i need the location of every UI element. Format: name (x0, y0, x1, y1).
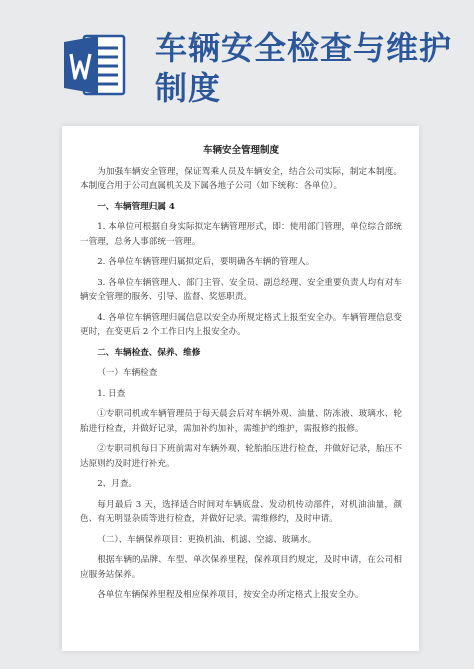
document-page (62, 126, 419, 651)
banner-title: 车辆安全检查与维护制度 (155, 29, 453, 107)
document-body (80, 144, 402, 609)
paragraph: 4. 各单位车辆管理归属信息以安全办所规定格式上报至安全办。车辆管理信息变更时，在变更后 2 个工作日内上报安全办。 (80, 312, 402, 337)
section-heading: 一、车辆管理归属 4 (97, 201, 175, 212)
paragraph: 各单位车辆保养里程及相应保养项目，按安全办所定格式上报安全办。 (97, 590, 364, 600)
subsection-heading: 2、月查。 (97, 479, 138, 489)
paragraph: 1. 本单位可根据自身实际拟定车辆管理形式，即：使用部门管理，单位综合部统一管理，总务人事部统一管理。 (80, 222, 402, 247)
banner (0, 0, 474, 125)
section-heading: 二、车辆检查、保养、维修 (97, 347, 201, 358)
word-document-icon (64, 32, 126, 98)
paragraph: 根据车辆的品牌、车型、单次保养里程，保养项目约规定，及时申请，在公司相应服务站保养。 (80, 555, 402, 580)
subsection-heading: （一）车辆检查 (97, 368, 158, 378)
paragraph: 每月最后 3 天，选择适合时间对车辆底盘、发动机传动部件，对机油油量，颜色、有无明显杂质等进行检查，并做好记录。需维修约，及时申请。 (80, 499, 402, 524)
subsection-heading: （二）、车辆保养项目：更换机油、机滤、空滤、玻璃水。 (97, 534, 317, 545)
paragraph: 3. 各单位车辆管理人、部门主管、安全员、副总经理、安全重要负责人均有对车辆安全管理的服务、引导、监督、奖惩职责。 (80, 277, 402, 302)
subsection-heading: 1. 日查 (97, 388, 126, 399)
paragraph: 2. 各单位车辆管理归属拟定后，要明确各车辆的管理人。 (97, 257, 315, 267)
paragraph: ①专职司机或车辆管理员于每天晨会后对车辆外观、油量、防冻液、玻璃水、轮胎进行检查，并做好记录，需加补约加补，需维护约维护，需报修约报修。 (80, 409, 402, 434)
paragraph: 为加强车辆安全管理，保证驾乘人员及车辆安全，结合公司实际，制定本制度。本制度合用于公司直属机关及下属各地子公司（如下统称：各单位）。 (80, 166, 402, 191)
document-title: 车辆安全管理制度 (202, 145, 279, 156)
paragraph: ②专职司机每日下班前需对车辆外观、轮胎胎压进行检查，并做好记录，胎压不达原则约及时进行补充。 (80, 444, 402, 469)
